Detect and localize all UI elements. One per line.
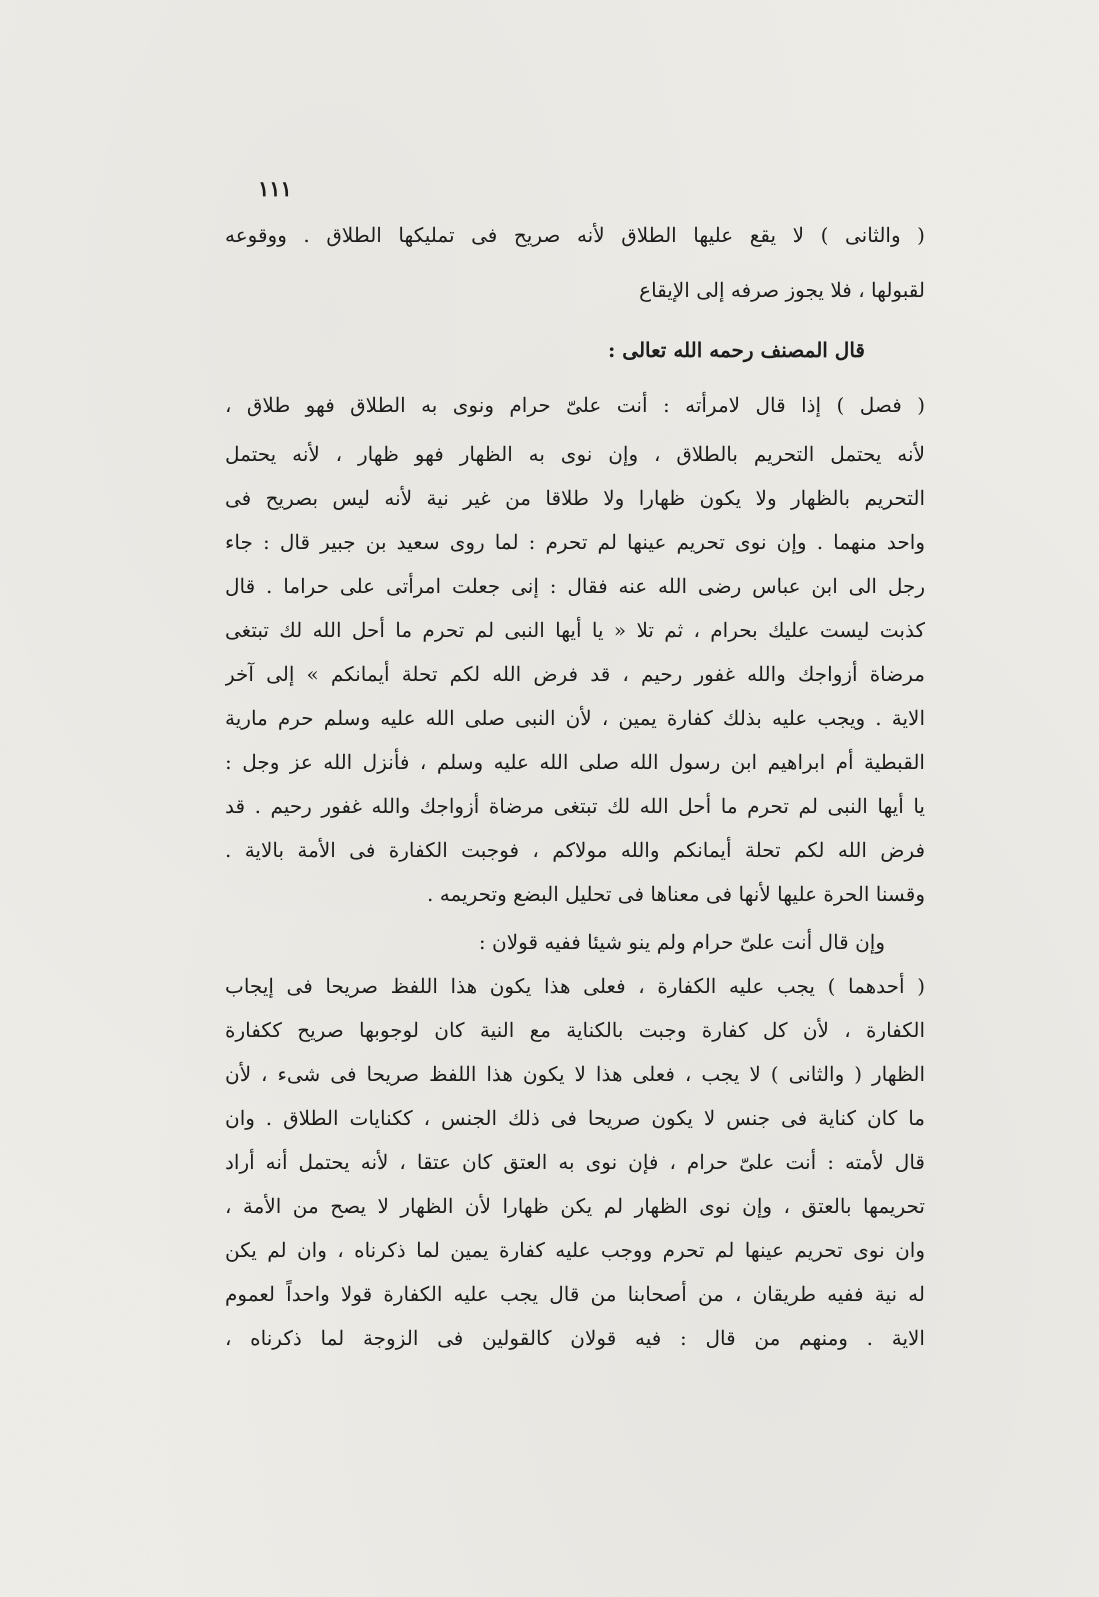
text-line: تحريمها بالعتق ، وإن نوى الظهار لم يكن ظهارا لأن الظهار لا يصح من الأمة ، — [225, 1194, 925, 1218]
text-line: رجل الى ابن عباس رضى الله عنه فقال : إنى جعلت امرأتى على حراما . قال — [225, 574, 925, 598]
text-line: واحد منهما . وإن نوى تحريم عينها لم تحرم : لما روى سعيد بن جبير قال : جاء — [225, 530, 925, 554]
text-line: لقبولها ، فلا يجوز صرفه إلى الإيقاع — [639, 278, 925, 302]
text-line: مرضاة أزواجك والله غفور رحيم ، قد فرض الله لكم تحلة أيمانكم » إلى آخر — [225, 662, 925, 686]
section-heading: قال المصنف رحمه الله تعالى : — [607, 338, 865, 362]
text-line: وان نوى تحريم عينها لم تحرم ووجب عليه كفارة يمين لما ذكرناه ، وان لم يكن — [225, 1238, 925, 1262]
text-line: ( والثانى ) لا يقع عليها الطلاق لأنه صريح فى تمليكها الطلاق . ووقوعه — [225, 223, 925, 247]
text-line: الاية . ومنهم من قال : فيه قولان كالقولين فى الزوجة لما ذكرناه ، — [225, 1326, 925, 1350]
page-number: ١١١ — [258, 176, 292, 201]
text-line: فرض الله لكم تحلة أيمانكم والله مولاكم ، فوجبت الكفارة فى الأمة بالاية . — [225, 838, 925, 862]
text-line: له نية ففيه طريقان ، من أصحابنا من قال يجب عليه الكفارة قولا واحداً لعموم — [225, 1282, 925, 1306]
text-line: وإن قال أنت علىّ حرام ولم ينو شيئا ففيه قولان : — [478, 930, 885, 954]
text-line: كذبت ليست عليك بحرام ، ثم تلا « يا أيها النبى لم تحرم ما أحل الله لك تبتغى — [225, 618, 925, 642]
text-line: قال لأمته : أنت علىّ حرام ، فإن نوى به العتق كان عتقا ، لأنه يحتمل أنه أراد — [225, 1150, 925, 1174]
text-line: القبطية أم ابراهيم ابن رسول الله صلى الله عليه وسلم ، فأنزل الله عز وجل : — [225, 750, 925, 774]
text-line: الاية . ويجب عليه بذلك كفارة يمين ، لأن النبى صلى الله عليه وسلم حرم مارية — [225, 706, 925, 730]
text-line: ( فصل ) إذا قال لامرأته : أنت علىّ حرام ونوى به الطلاق فهو طلاق ، — [225, 393, 925, 417]
text-line: التحريم بالظهار ولا يكون ظهارا ولا طلاقا من غير نية لأنه ليس بصريح فى — [225, 486, 925, 510]
text-line: الظهار ( والثانى ) لا يجب ، فعلى هذا لا يكون هذا اللفظ صريحا فى شىء ، لأن — [225, 1062, 925, 1086]
text-line: لأنه يحتمل التحريم بالطلاق ، وإن نوى به الظهار فهو ظهار ، لأنه يحتمل — [225, 442, 925, 466]
text-line: وقسنا الحرة عليها لأنها فى معناها فى تحليل البضع وتحريمه . — [427, 882, 925, 906]
text-line: يا أيها النبى لم تحرم ما أحل الله لك تبتغى مرضاة أزواجك والله غفور رحيم . قد — [225, 794, 925, 818]
text-line: ما كان كناية فى جنس لا يكون صريحا فى ذلك الجنس ، ككنايات الطلاق . وان — [225, 1106, 925, 1130]
text-line: ( أحدهما ) يجب عليه الكفارة ، فعلى هذا يكون هذا اللفظ صريحا فى إيجاب — [225, 974, 925, 998]
text-line: الكفارة ، لأن كل كفارة وجبت بالكناية مع النية كان لوجوبها صريح ككفارة — [225, 1018, 925, 1042]
